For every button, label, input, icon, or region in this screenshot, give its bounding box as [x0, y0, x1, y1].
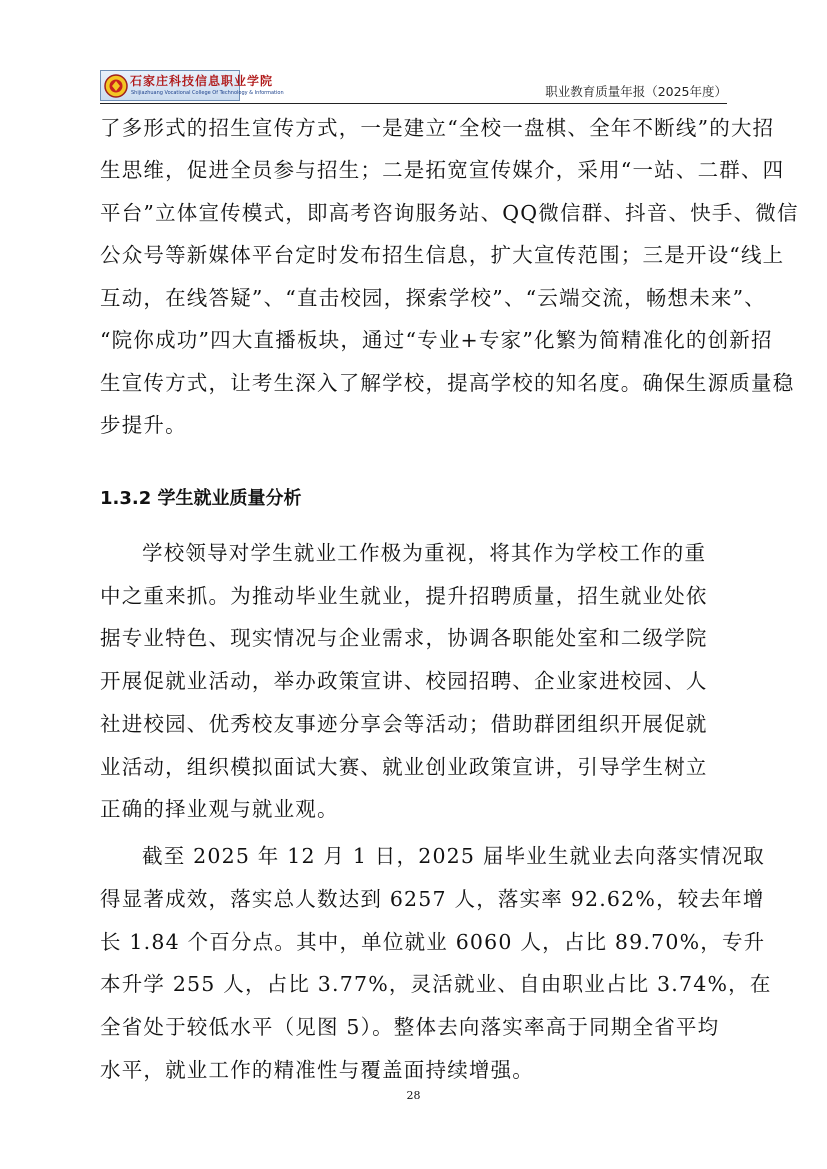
body-line: 平台”立体宣传模式，即高考咨询服务站、QQ微信群、抖音、快手、微信 — [100, 201, 799, 225]
body-line: 截至 2025 年 12 月 1 日，2025 届毕业生就业去向落实情况取 — [142, 844, 765, 868]
body-line: 本升学 255 人，占比 3.77%，灵活就业、自由职业占比 3.74%，在 — [100, 972, 772, 996]
report-title: 职业教育质量年报（2025年度） — [545, 84, 727, 99]
body-line: 开展促就业活动，举办政策宣讲、校园招聘、企业家进校园、人 — [100, 669, 708, 693]
logo-text: 石家庄科技信息职业学院 — [130, 74, 274, 88]
body-line: 生思维，促进全员参与招生；二是拓宽宣传媒介，采用“一站、二群、四 — [100, 158, 785, 182]
page-header — [100, 70, 727, 104]
body-line: 社进校园、优秀校友事迹分享会等活动；借助群团组织开展促就 — [100, 712, 708, 736]
body-line: 长 1.84 个百分点。其中，单位就业 6060 人，占比 89.70%，专升 — [100, 930, 766, 954]
college-emblem-icon — [104, 74, 128, 98]
body-line: 正确的择业观与就业观。 — [100, 797, 339, 821]
body-line: “院你成功”四大直播板块，通过“专业+专家”化繁为简精准化的创新招 — [100, 328, 773, 352]
college-logo — [100, 70, 284, 101]
body-line: 水平，就业工作的精准性与覆盖面持续增强。 — [100, 1058, 534, 1082]
body-line: 公众号等新媒体平台定时发布招生信息，扩大宣传范围；三是开设“线上 — [100, 243, 785, 267]
body-line: 据专业特色、现实情况与企业需求，协调各职能处室和二级学院 — [100, 626, 708, 650]
body-line: 全省处于较低水平（见图 5）。整体去向落实率高于同期全省平均 — [100, 1015, 720, 1039]
page-number: 28 — [406, 1089, 421, 1102]
body-line: 步提升。 — [100, 413, 187, 437]
section-heading: 1.3.2 学生就业质量分析 — [100, 488, 302, 509]
body-line: 中之重来抓。为推动毕业生就业，提升招聘质量，招生就业处依 — [100, 584, 708, 608]
body-line: 了多形式的招生宣传方式，一是建立“全校一盘棋、全年不断线”的大招 — [100, 116, 775, 140]
body-line: 学校领导对学生就业工作极为重视，将其作为学校工作的重 — [142, 541, 707, 565]
header-divider — [100, 103, 727, 104]
body-line: 得显著成效，落实总人数达到 6257 人，落实率 92.62%，较去年增 — [100, 887, 765, 911]
body-line: 互动，在线答疑”、“直击校园，探索学校”、“云端交流，畅想未来”、 — [100, 286, 766, 310]
body-line: 生宣传方式，让考生深入了解学校，提高学校的知名度。确保生源质量稳 — [100, 371, 795, 395]
logo-subtext: Shijiazhuang Vocational College Of Technology & Information — [131, 90, 284, 96]
body-line: 业活动，组织模拟面试大赛、就业创业政策宣讲，引导学生树立 — [100, 755, 708, 779]
